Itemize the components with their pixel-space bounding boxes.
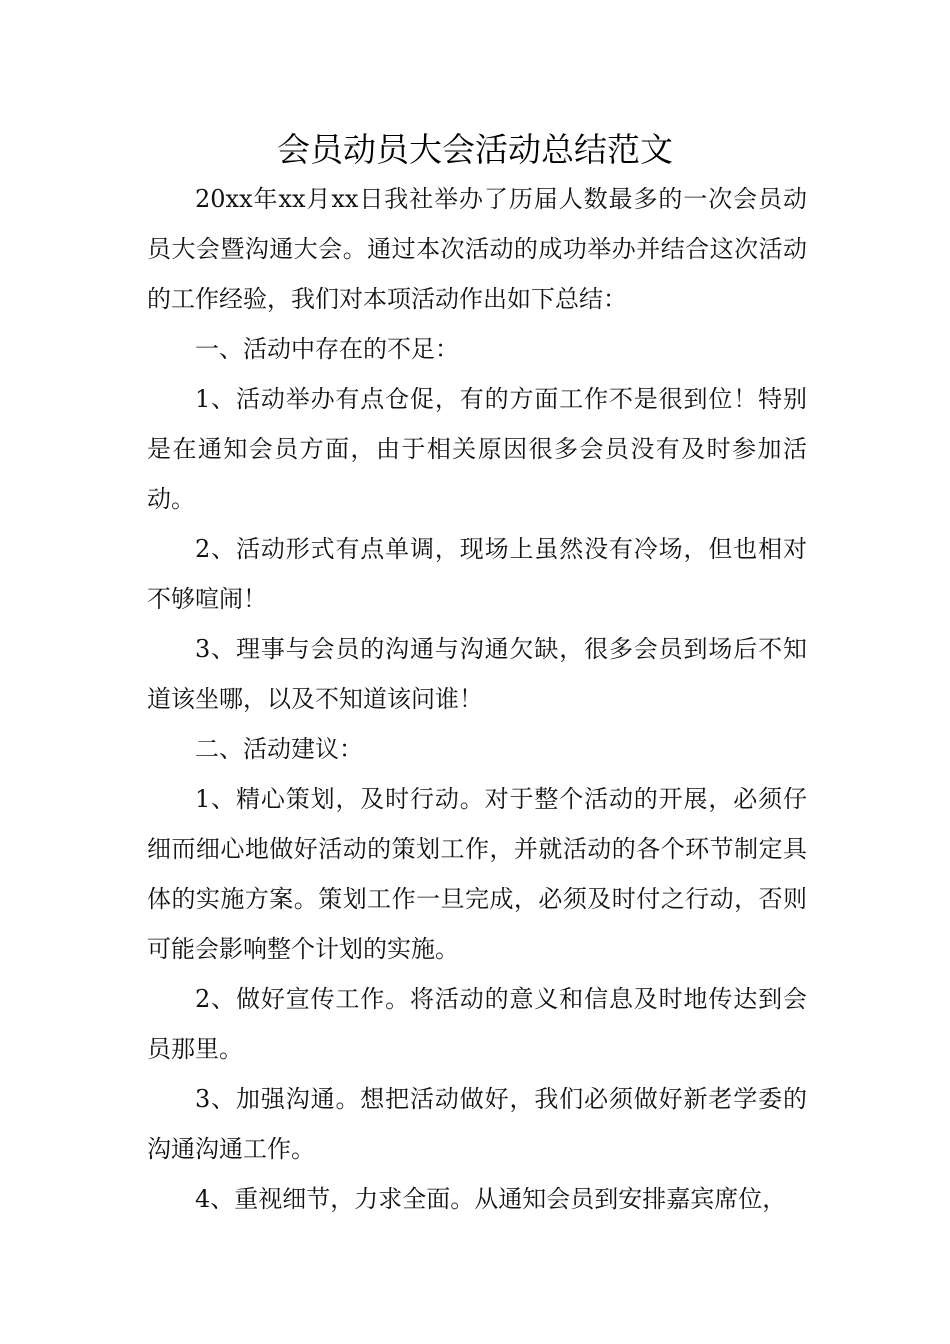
paragraph-suggestion-4: 4、重视细节，力求全面。从通知会员到安排嘉宾席位，	[195, 1185, 787, 1213]
paragraph-suggestion-1: 1、精心策划，及时行动。对于整个活动的开展，必须仔细而细心地做好活动的策划工作，并就活动的各个环节制定具体的实施方案。策划工作一旦完成，必须及时付之行动，否则可能会影响整个计划的实施。	[147, 785, 807, 963]
document-body	[147, 174, 807, 1224]
paragraph-suggestion-2: 2、做好宣传工作。将活动的意义和信息及时地传达到会员那里。	[147, 985, 807, 1063]
paragraph-suggestion-3: 3、加强沟通。想把活动做好，我们必须做好新老学委的沟通沟通工作。	[147, 1085, 807, 1163]
paragraph-shortcoming-1: 1、活动举办有点仓促，有的方面工作不是很到位！特别是在通知会员方面，由于相关原因很多会员没有及时参加活动。	[147, 385, 807, 513]
paragraph-shortcoming-2: 2、活动形式有点单调，现场上虽然没有冷场，但也相对不够喧闹！	[147, 535, 807, 613]
document-title: 会员动员大会活动总结范文	[277, 130, 673, 169]
paragraph-intro: 20xx年xx月xx日我社举办了历届人数最多的一次会员动员大会暨沟通大会。通过本次活动的成功举办并结合这次活动的工作经验，我们对本项活动作出如下总结：	[147, 185, 807, 313]
section-heading-shortcomings: 一、活动中存在的不足：	[195, 335, 459, 363]
section-heading-suggestions: 二、活动建议：	[195, 735, 363, 763]
paragraph-shortcoming-3: 3、理事与会员的沟通与沟通欠缺，很多会员到场后不知道该坐哪，以及不知道该问谁！	[147, 635, 807, 713]
